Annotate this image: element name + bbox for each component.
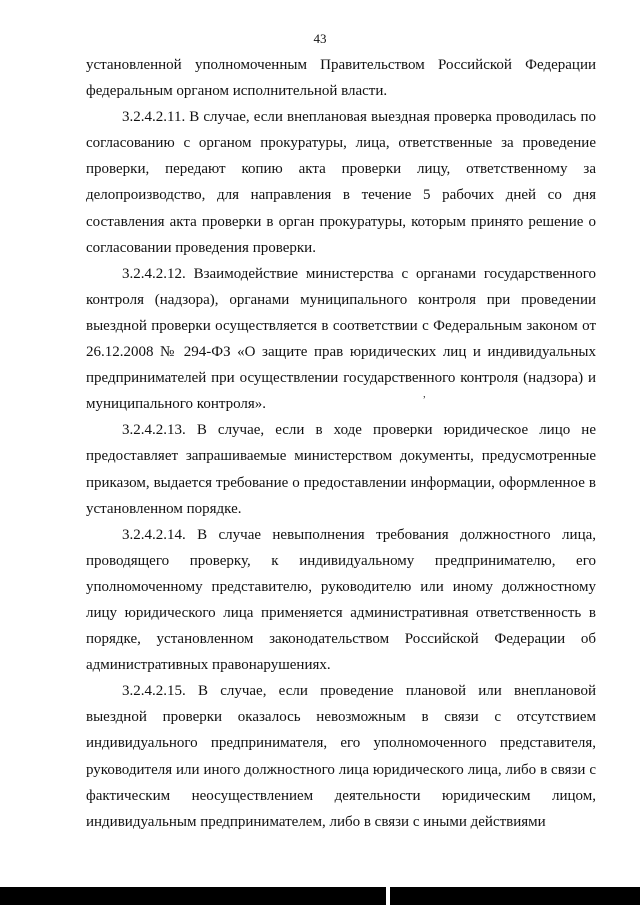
paragraph-3-2-4-2-14: 3.2.4.2.14. В случае невыполнения требования должностного лица, проводящего проверку, к индивидуальному предпринимателю, его уполномоченному представителю, руководителю или иному должностному лицу юридического лица применяется административная ответственность в порядке, установленном законодательством Российской Федерации об административных правонарушениях. xyxy=(86,526,596,674)
document-body xyxy=(86,52,596,835)
paragraph-3-2-4-2-13: 3.2.4.2.13. В случае, если в ходе проверки юридическое лицо не предоставляет запрашиваемые министерством документы, предусмотренные приказом, выдается требование о предоставлении информации, оформленное в установленном порядке. xyxy=(86,422,596,517)
scan-mark: , xyxy=(423,388,426,400)
scan-bottom-border xyxy=(0,887,640,905)
page-number: 43 xyxy=(313,31,327,46)
paragraph-3-2-4-2-15: 3.2.4.2.15. В случае, если проведение плановой или внеплановой выездной проверки оказалось невозможным в связи с отсутствием индивидуального предпринимателя, его уполномоченного представителя, руководителя или иного должностного лица юридического лица, либо в связи с фактическим неосуществлением деятельности юридическим лицом, индивидуальным предпринимателем, либо в связи с иными действиями xyxy=(86,683,596,830)
paragraph-3-2-4-2-11: 3.2.4.2.11. В случае, если внеплановая выездная проверка проводилась по согласованию с органом прокуратуры, лица, ответственные за проведение проверки, передают копию акта проверки лицу, ответственному за делопроизводство, для направления в течение 5 рабочих дней со дня составления акта проверки в орган прокуратуры, которым принято решение о согласовании проведения проверки. xyxy=(86,109,596,256)
paragraph-3-2-4-2-12: 3.2.4.2.12. Взаимодействие министерства с органами государственного контроля (надзора), органами муниципального контроля при проведении выездной проверки осуществляется в соответствии с Федеральным законом от 26.12.2008 № 294-ФЗ «О защите прав юридических лиц и индивидуальных предпринимателей при осуществлении государственного контроля (надзора) и муниципального контроля». xyxy=(86,265,596,413)
paragraph-continuation: установленной уполномоченным Правительством Российской Федерации федеральным органом исполнительной власти. xyxy=(86,57,596,100)
scan-bottom-border-gap xyxy=(386,887,390,905)
